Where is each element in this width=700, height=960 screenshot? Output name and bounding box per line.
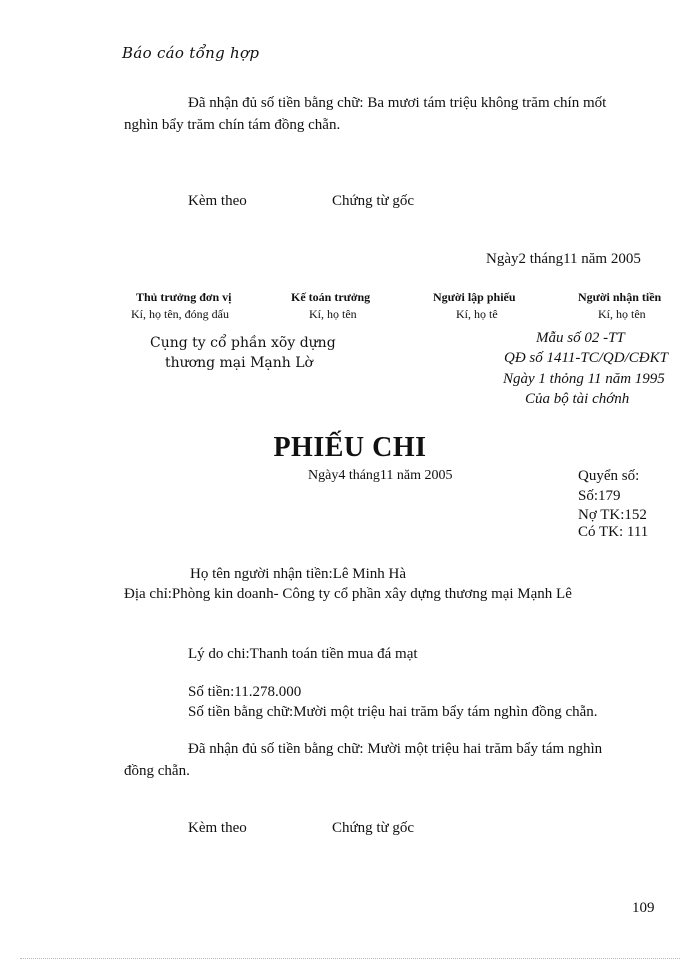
signature-sub-director: Kí, họ tên, đóng dấu — [131, 307, 229, 321]
voucher-number: Số:179 — [578, 488, 621, 504]
page-number: 109 — [632, 900, 655, 916]
page-bottom-divider — [20, 958, 680, 959]
signing-date: Ngày2 tháng11 năm 2005 — [486, 251, 641, 267]
recipient-name: Họ tên người nhận tiền:Lê Minh Hà — [190, 566, 407, 582]
decision-number: QĐ số 1411-TC/QD/CĐKT — [504, 350, 668, 366]
received-amount-line-2: nghìn bẩy trăm chín tám đồng chẵn. — [124, 117, 341, 133]
received-amount-line-1: Đã nhận đủ số tiền bằng chữ: Ba mươi tám triệu không trăm chín mốt — [188, 95, 607, 111]
signature-title-recipient: Người nhận tiền — [578, 290, 662, 304]
attachment-label-bottom: Kèm theo — [188, 820, 247, 836]
voucher-title: PHIẾU CHI — [273, 432, 427, 463]
company-name-line-2: thương mại Mạnh Lờ — [165, 355, 313, 371]
signature-title-chief-accountant: Kế toán trưởng — [291, 290, 371, 304]
voucher-debit-account: Nợ TK:152 — [578, 507, 647, 523]
report-header: Báo cáo tổng hợp — [122, 44, 260, 62]
attachment-value: Chứng từ gốc — [332, 193, 415, 209]
voucher-date: Ngày4 tháng11 năm 2005 — [308, 468, 453, 483]
issuing-ministry: Của bộ tài chớnh — [525, 391, 630, 407]
signature-sub-recipient: Kí, họ tên — [598, 307, 646, 321]
signature-title-preparer: Người lập phiếu — [433, 290, 516, 304]
recipient-address: Địa chỉ:Phòng kin doanh- Công ty cổ phần xây dựng thương mại Mạnh Lê — [124, 586, 572, 602]
signature-sub-preparer: Kí, họ tê — [456, 307, 498, 321]
voucher-credit-account: Có TK: 111 — [578, 524, 649, 540]
received-amount-bottom-line-2: đồng chẵn. — [124, 763, 190, 779]
signature-sub-chief-accountant: Kí, họ tên — [309, 307, 357, 321]
decision-date: Ngày 1 thỏng 11 năm 1995 — [503, 371, 665, 387]
attachment-label: Kèm theo — [188, 193, 247, 209]
received-amount-bottom-line-1: Đã nhận đủ số tiền bằng chữ: Mười một triệu hai trăm bẩy tám nghìn — [188, 741, 603, 757]
company-name-line-1: Cụng ty cổ phần xõy dựng — [150, 335, 336, 351]
payment-reason: Lý do chi:Thanh toán tiền mua đá mạt — [188, 646, 418, 662]
form-number: Mẫu số 02 -TT — [536, 330, 625, 346]
payment-amount-words: Số tiền bằng chữ:Mười một triệu hai trăm bẩy tám nghìn đồng chẵn. — [188, 704, 598, 720]
signature-title-director: Thủ trưởng đơn vị — [136, 290, 232, 304]
payment-amount: Số tiền:11.278.000 — [188, 684, 302, 700]
voucher-book: Quyển số: — [578, 468, 640, 484]
attachment-value-bottom: Chứng từ gốc — [332, 820, 415, 836]
